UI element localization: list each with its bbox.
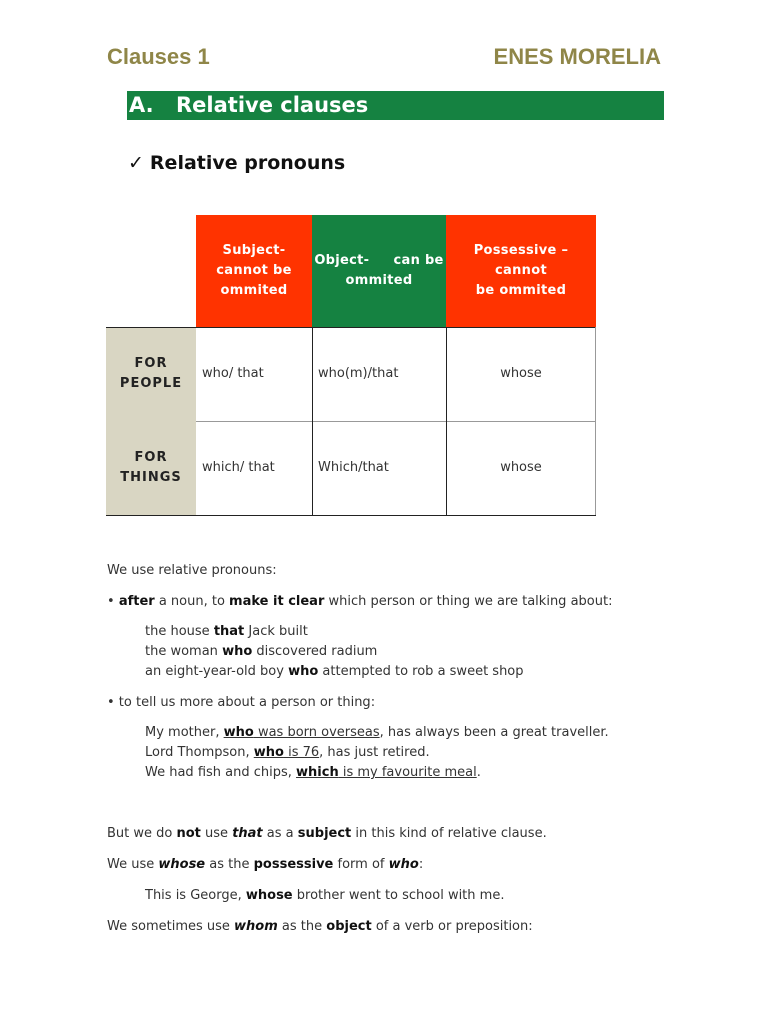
- table-cell: whose: [446, 327, 596, 421]
- table-cell: who(m)/that: [312, 327, 446, 421]
- example-line: the house that Jack built: [145, 624, 308, 639]
- table-cell: Which/that: [312, 421, 446, 515]
- intro-text: We use relative pronouns:: [107, 563, 277, 578]
- bullet-after-noun: • after a noun, to make it clear which person or thing we are talking about:: [107, 594, 613, 609]
- header-line: ommited: [220, 283, 288, 298]
- table-border: [106, 327, 596, 328]
- header-line: cannot be: [216, 263, 292, 278]
- example-line: an eight-year-old boy who attempted to rob a sweet shop: [145, 664, 524, 679]
- example-line: My mother, who was born overseas, has always been a great traveller.: [145, 725, 609, 740]
- table-border: [196, 421, 596, 422]
- table-border: [595, 327, 596, 515]
- table-border: [106, 515, 596, 516]
- table-cell: who/ that: [196, 327, 312, 421]
- table-cell: whose: [446, 421, 596, 515]
- checkmark-icon: ✓: [128, 152, 144, 174]
- table-cell: which/ that: [196, 421, 312, 515]
- section-title: Relative clauses: [176, 93, 369, 117]
- table-border: [312, 327, 313, 515]
- header-line: ommited: [345, 273, 413, 288]
- example-line: We had fish and chips, which is my favourite meal.: [145, 765, 481, 780]
- example-line: This is George, whose brother went to school with me.: [145, 888, 505, 903]
- section-letter: A.: [129, 93, 154, 117]
- example-line: the woman who discovered radium: [145, 644, 378, 659]
- header-line: Subject-: [222, 243, 286, 258]
- section-heading-bar: [127, 91, 664, 120]
- that-rule-text: But we do not use that as a subject in this kind of relative clause.: [107, 826, 547, 841]
- table-header-possessive: [446, 215, 596, 327]
- header-line: be ommited: [475, 283, 567, 298]
- table-border: [446, 327, 447, 515]
- row-header-line: PEOPLE: [119, 376, 183, 391]
- row-header-line: FOR: [134, 450, 168, 465]
- row-header-line: THINGS: [120, 470, 182, 485]
- bullet-more-info: • to tell us more about a person or thing:: [107, 695, 376, 710]
- table-header-subject: [196, 215, 312, 327]
- whose-rule-text: We use whose as the possessive form of who:: [107, 857, 424, 872]
- whom-rule-text: We sometimes use whom as the object of a verb or preposition:: [107, 919, 533, 934]
- document-header-left: Clauses 1: [107, 44, 210, 69]
- row-header-things: [106, 421, 196, 515]
- table-header-object: [312, 215, 446, 327]
- example-line: Lord Thompson, who is 76, has just retired.: [145, 745, 430, 760]
- row-header-line: FOR: [134, 356, 168, 371]
- subheading-title: Relative pronouns: [149, 152, 346, 174]
- header-line: Object- can be: [314, 253, 444, 268]
- header-line: Possessive – cannot: [473, 243, 569, 278]
- row-header-people: [106, 327, 196, 421]
- document-header-right: ENES MORELIA: [493, 44, 661, 69]
- subheading: [128, 152, 345, 174]
